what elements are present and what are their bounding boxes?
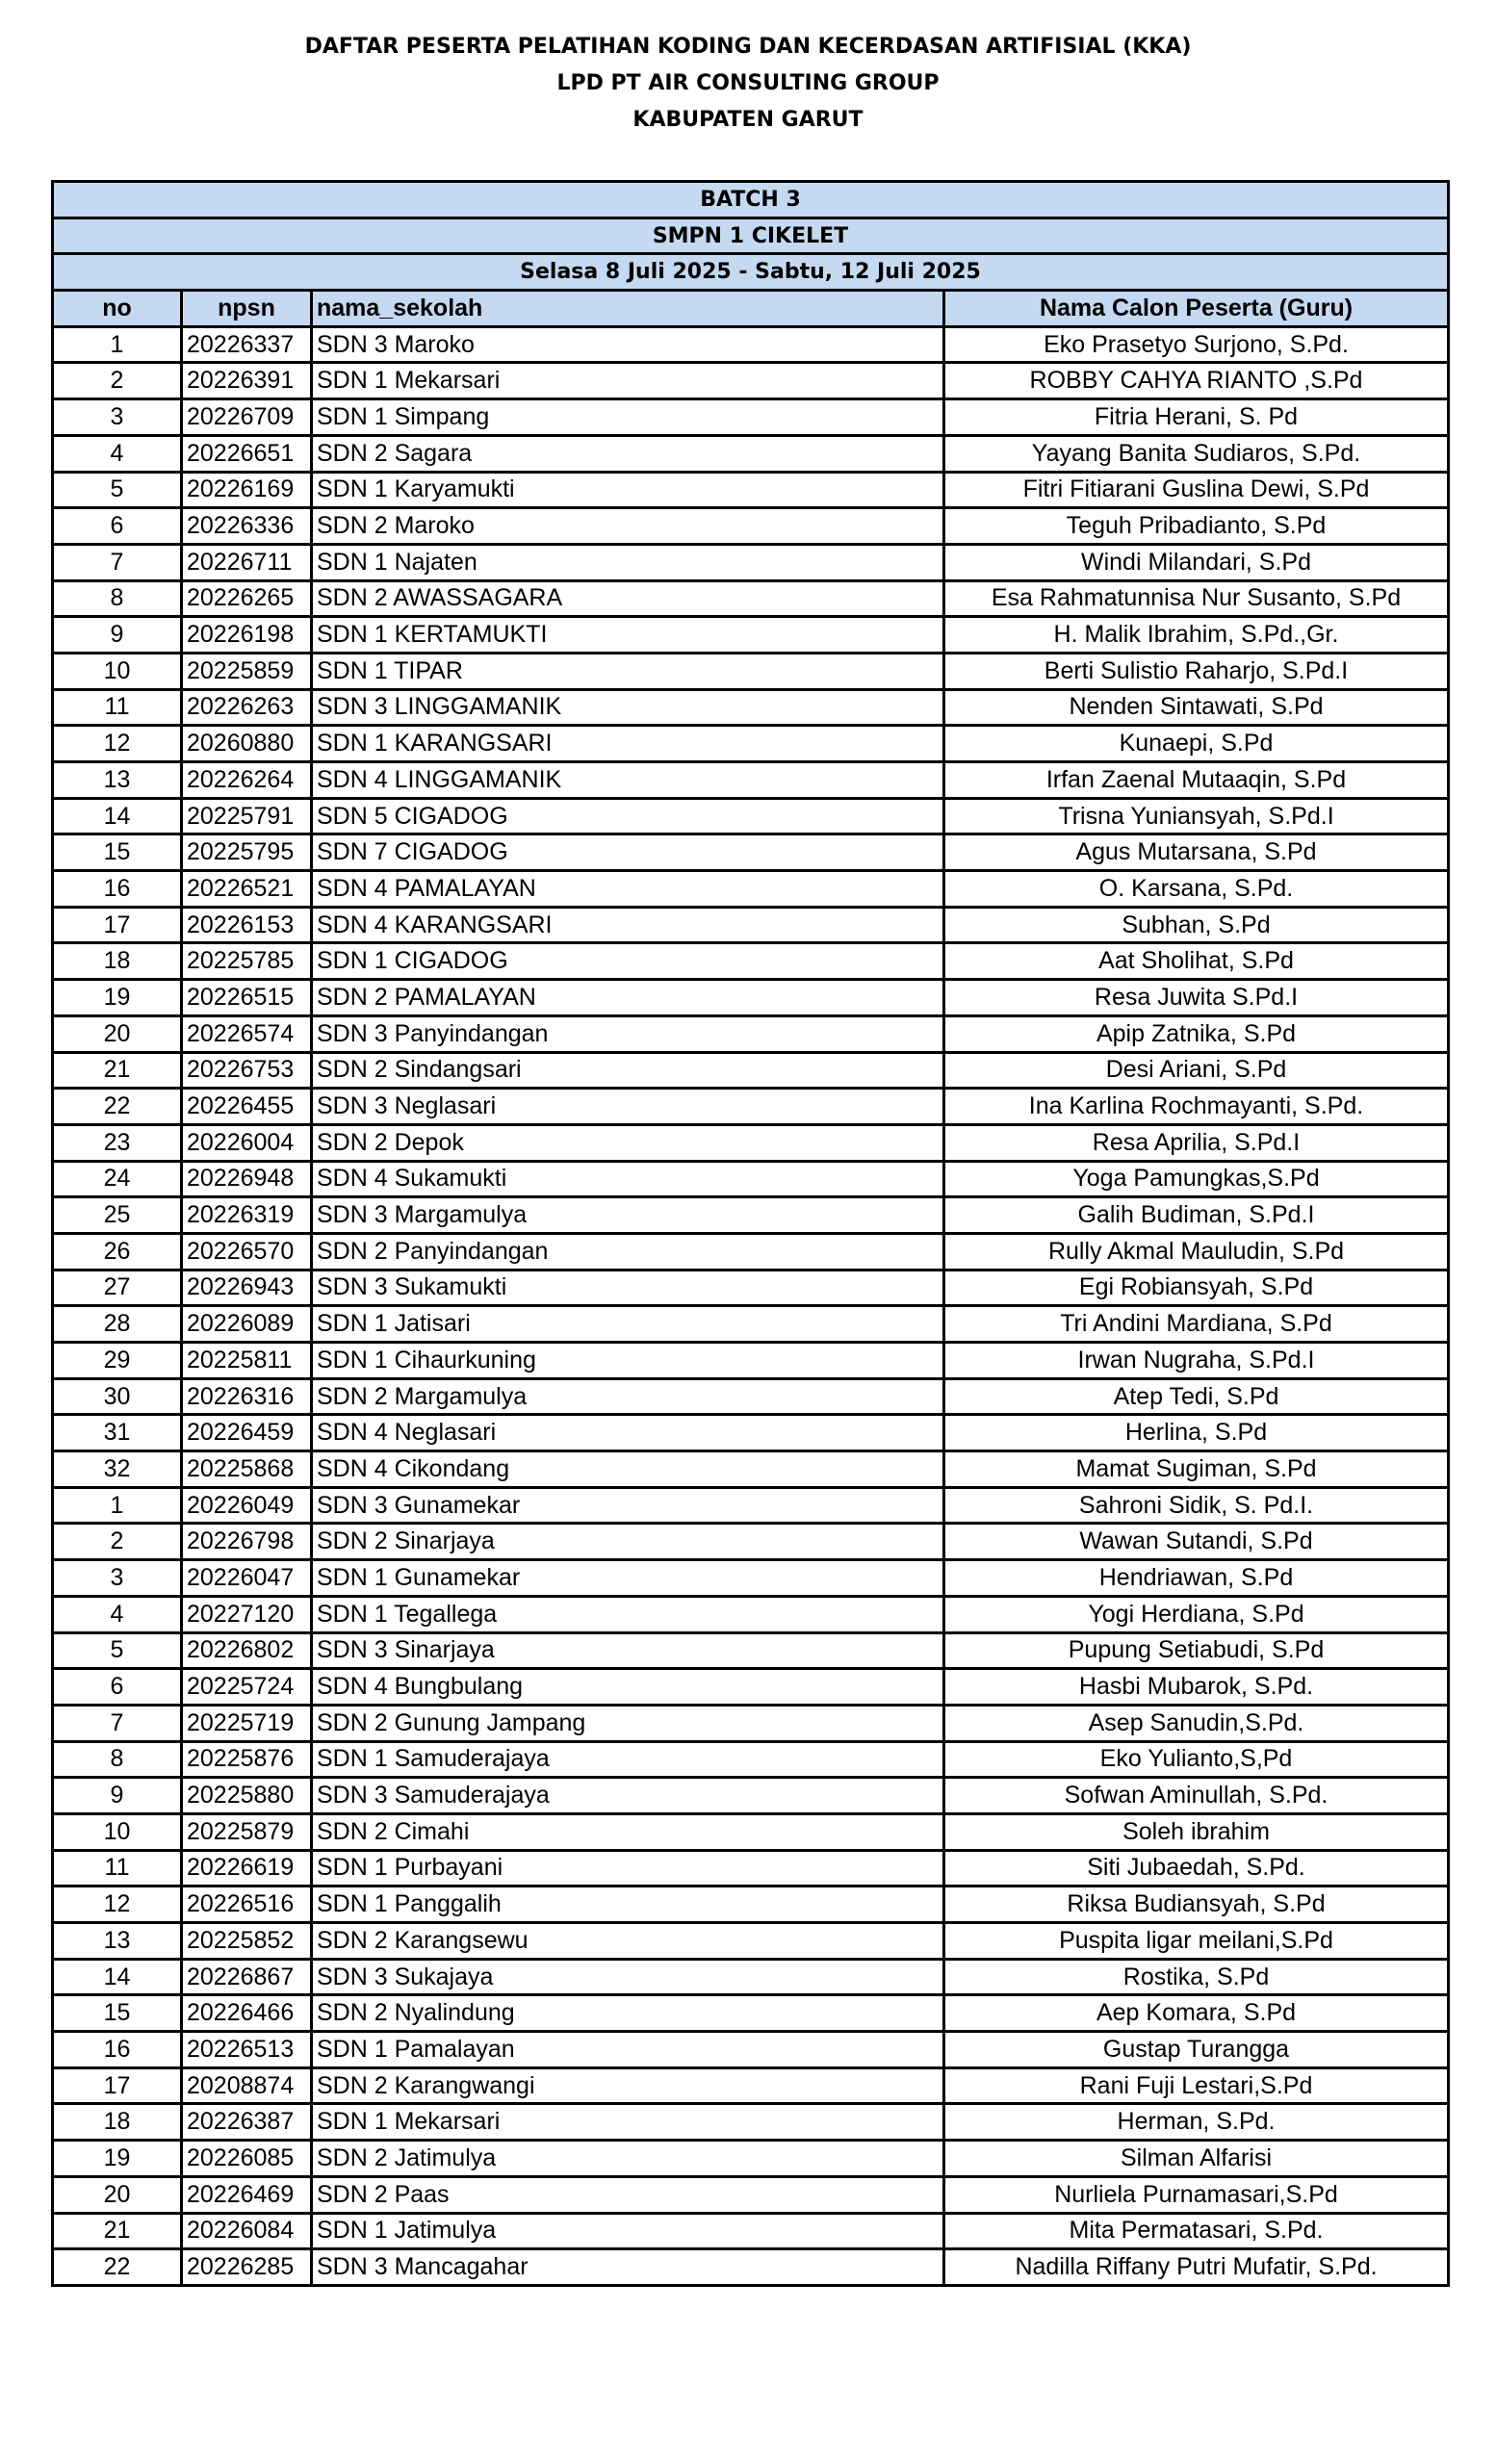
teacher-name: Windi Milandari, S.Pd [944, 544, 1449, 580]
school-npsn: 20226798 [182, 1524, 312, 1560]
teacher-name: Atep Tedi, S.Pd [944, 1378, 1449, 1415]
school-npsn: 20227120 [182, 1596, 312, 1632]
column-header-row [53, 291, 1449, 327]
date-row [53, 254, 1449, 291]
school-npsn: 20226753 [182, 1052, 312, 1089]
table-row [53, 1959, 1449, 1995]
row-number: 18 [53, 943, 182, 980]
table-row [53, 1524, 1449, 1560]
school-npsn: 20225719 [182, 1705, 312, 1741]
school-name: SDN 1 TIPAR [312, 653, 944, 689]
table-row [53, 617, 1449, 654]
school-name: SDN 1 Mekarsari [312, 363, 944, 399]
row-number: 12 [53, 1886, 182, 1923]
school-name: SDN 4 LINGGAMANIK [312, 762, 944, 799]
school-name: SDN 7 CIGADOG [312, 834, 944, 871]
row-number: 23 [53, 1124, 182, 1161]
column-header-no: no [53, 291, 182, 327]
row-number: 9 [53, 1778, 182, 1814]
row-number: 16 [53, 2032, 182, 2068]
table-row [53, 1124, 1449, 1161]
school-name: SDN 4 Bungbulang [312, 1669, 944, 1706]
school-npsn: 20226516 [182, 1886, 312, 1923]
table-row [53, 834, 1449, 871]
row-number: 18 [53, 2104, 182, 2141]
school-npsn: 20226459 [182, 1415, 312, 1451]
teacher-name: O. Karsana, S.Pd. [944, 871, 1449, 908]
document-title [0, 29, 1496, 139]
teacher-name: Puspita ligar meilani,S.Pd [944, 1923, 1449, 1960]
school-name: SDN 1 Jatisari [312, 1306, 944, 1343]
row-number: 15 [53, 834, 182, 871]
table-row [53, 1015, 1449, 1052]
table-row [53, 653, 1449, 689]
row-number: 1 [53, 326, 182, 363]
row-number: 27 [53, 1270, 182, 1306]
teacher-name: Eko Yulianto,S,Pd [944, 1741, 1449, 1778]
row-number: 2 [53, 1524, 182, 1560]
school-npsn: 20225795 [182, 834, 312, 871]
school-name: SDN 2 Sagara [312, 435, 944, 472]
school-name: SDN 1 KERTAMUKTI [312, 617, 944, 654]
school-name: SDN 2 Cimahi [312, 1813, 944, 1850]
school-npsn: 20226047 [182, 1560, 312, 1597]
table-row [53, 544, 1449, 580]
row-number: 3 [53, 399, 182, 436]
row-number: 17 [53, 2067, 182, 2104]
row-number: 21 [53, 1052, 182, 1089]
row-number: 13 [53, 1923, 182, 1960]
school-npsn: 20226169 [182, 472, 312, 508]
teacher-name: Kunaepi, S.Pd [944, 726, 1449, 762]
table-row [53, 580, 1449, 617]
teacher-name: Hasbi Mubarok, S.Pd. [944, 1669, 1449, 1706]
school-name: SDN 3 Maroko [312, 326, 944, 363]
school-name: SDN 4 Sukamukti [312, 1161, 944, 1197]
table-row [53, 798, 1449, 834]
school-npsn: 20226198 [182, 617, 312, 654]
teacher-name: Aep Komara, S.Pd [944, 1995, 1449, 2032]
school-name: SDN 1 Mekarsari [312, 2104, 944, 2141]
table-row [53, 1052, 1449, 1089]
table-row [53, 2213, 1449, 2249]
table-row [53, 2104, 1449, 2141]
table-row [53, 2141, 1449, 2177]
school-npsn: 20226466 [182, 1995, 312, 2032]
school-npsn: 20226153 [182, 907, 312, 943]
school-npsn: 20226337 [182, 326, 312, 363]
venue-label: SMPN 1 CIKELET [53, 218, 1449, 254]
table-row [53, 435, 1449, 472]
school-name: SDN 1 Najaten [312, 544, 944, 580]
teacher-name: Irwan Nugraha, S.Pd.I [944, 1343, 1449, 1379]
school-name: SDN 3 Samuderajaya [312, 1778, 944, 1814]
teacher-name: Sahroni Sidik, S. Pd.I. [944, 1487, 1449, 1524]
table-row [53, 1415, 1449, 1451]
school-npsn: 20226391 [182, 363, 312, 399]
school-npsn: 20225852 [182, 1923, 312, 1960]
table-row [53, 1632, 1449, 1669]
row-number: 17 [53, 907, 182, 943]
venue-row [53, 218, 1449, 254]
row-number: 4 [53, 435, 182, 472]
table-row [53, 1995, 1449, 2032]
table-row [53, 1886, 1449, 1923]
school-npsn: 20226521 [182, 871, 312, 908]
table-row [53, 1233, 1449, 1270]
teacher-name: Riksa Budiansyah, S.Pd [944, 1886, 1449, 1923]
row-number: 19 [53, 2141, 182, 2177]
row-number: 4 [53, 1596, 182, 1632]
participant-rows [53, 326, 1449, 2285]
school-npsn: 20225811 [182, 1343, 312, 1379]
table-row [53, 1270, 1449, 1306]
teacher-name: Sofwan Aminullah, S.Pd. [944, 1778, 1449, 1814]
school-npsn: 20226651 [182, 435, 312, 472]
table-row [53, 907, 1449, 943]
row-number: 13 [53, 762, 182, 799]
school-name: SDN 1 Cihaurkuning [312, 1343, 944, 1379]
school-name: SDN 2 Paas [312, 2176, 944, 2213]
row-number: 16 [53, 871, 182, 908]
teacher-name: Soleh ibrahim [944, 1813, 1449, 1850]
teacher-name: Trisna Yuniansyah, S.Pd.I [944, 798, 1449, 834]
school-npsn: 20226570 [182, 1233, 312, 1270]
teacher-name: Ina Karlina Rochmayanti, S.Pd. [944, 1089, 1449, 1125]
teacher-name: Yayang Banita Sudiaros, S.Pd. [944, 435, 1449, 472]
teacher-name: Herlina, S.Pd [944, 1415, 1449, 1451]
teacher-name: Herman, S.Pd. [944, 2104, 1449, 2141]
school-npsn: 20226316 [182, 1378, 312, 1415]
row-number: 8 [53, 580, 182, 617]
teacher-name: Pupung Setiabudi, S.Pd [944, 1632, 1449, 1669]
school-npsn: 20225876 [182, 1741, 312, 1778]
teacher-name: Fitri Fitiarani Guslina Dewi, S.Pd [944, 472, 1449, 508]
school-npsn: 20225785 [182, 943, 312, 980]
table-row [53, 1451, 1449, 1488]
teacher-name: Berti Sulistio Raharjo, S.Pd.I [944, 653, 1449, 689]
school-name: SDN 3 Sukajaya [312, 1959, 944, 1995]
teacher-name: Desi Ariani, S.Pd [944, 1052, 1449, 1089]
school-name: SDN 3 Neglasari [312, 1089, 944, 1125]
school-name: SDN 1 Pamalayan [312, 2032, 944, 2068]
table-row [53, 1306, 1449, 1343]
row-number: 1 [53, 1487, 182, 1524]
table-row [53, 2176, 1449, 2213]
school-name: SDN 2 Maroko [312, 508, 944, 545]
row-number: 19 [53, 980, 182, 1016]
row-number: 12 [53, 726, 182, 762]
school-npsn: 20226264 [182, 762, 312, 799]
table-row [53, 943, 1449, 980]
batch-row [53, 182, 1449, 218]
teacher-name: Galih Budiman, S.Pd.I [944, 1197, 1449, 1234]
row-number: 10 [53, 1813, 182, 1850]
teacher-name: Resa Juwita S.Pd.I [944, 980, 1449, 1016]
school-name: SDN 1 Simpang [312, 399, 944, 436]
table-row [53, 871, 1449, 908]
school-name: SDN 2 Sinarjaya [312, 1524, 944, 1560]
row-number: 14 [53, 798, 182, 834]
school-npsn: 20226265 [182, 580, 312, 617]
table-row [53, 689, 1449, 726]
school-name: SDN 4 Neglasari [312, 1415, 944, 1451]
school-npsn: 20226513 [182, 2032, 312, 2068]
school-npsn: 20226867 [182, 1959, 312, 1995]
school-name: SDN 2 Depok [312, 1124, 944, 1161]
school-npsn: 20225879 [182, 1813, 312, 1850]
table-row [53, 399, 1449, 436]
row-number: 25 [53, 1197, 182, 1234]
school-name: SDN 3 Sukamukti [312, 1270, 944, 1306]
school-name: SDN 2 Panyindangan [312, 1233, 944, 1270]
table-row [53, 472, 1449, 508]
school-npsn: 20225724 [182, 1669, 312, 1706]
teacher-name: Fitria Herani, S. Pd [944, 399, 1449, 436]
school-name: SDN 2 AWASSAGARA [312, 580, 944, 617]
school-npsn: 20226619 [182, 1850, 312, 1886]
school-npsn: 20226948 [182, 1161, 312, 1197]
table-row [53, 1741, 1449, 1778]
column-header-npsn: npsn [182, 291, 312, 327]
row-number: 7 [53, 544, 182, 580]
table-row [53, 1596, 1449, 1632]
table-row [53, 1089, 1449, 1125]
school-name: SDN 2 Karangsewu [312, 1923, 944, 1960]
teacher-name: Asep Sanudin,S.Pd. [944, 1705, 1449, 1741]
row-number: 28 [53, 1306, 182, 1343]
teacher-name: Rani Fuji Lestari,S.Pd [944, 2067, 1449, 2104]
table-row [53, 980, 1449, 1016]
row-number: 29 [53, 1343, 182, 1379]
row-number: 10 [53, 653, 182, 689]
teacher-name: Resa Aprilia, S.Pd.I [944, 1124, 1449, 1161]
row-number: 26 [53, 1233, 182, 1270]
school-name: SDN 3 LINGGAMANIK [312, 689, 944, 726]
teacher-name: Agus Mutarsana, S.Pd [944, 834, 1449, 871]
school-npsn: 20226469 [182, 2176, 312, 2213]
school-npsn: 20226574 [182, 1015, 312, 1052]
school-name: SDN 2 PAMALAYAN [312, 980, 944, 1016]
school-name: SDN 3 Sinarjaya [312, 1632, 944, 1669]
row-number: 9 [53, 617, 182, 654]
teacher-name: Silman Alfarisi [944, 2141, 1449, 2177]
school-name: SDN 2 Nyalindung [312, 1995, 944, 2032]
title-line-organizer: LPD PT AIR CONSULTING GROUP [556, 71, 940, 95]
row-number: 8 [53, 1741, 182, 1778]
school-name: SDN 3 Gunamekar [312, 1487, 944, 1524]
table-row [53, 1378, 1449, 1415]
teacher-name: Yoga Pamungkas,S.Pd [944, 1161, 1449, 1197]
school-npsn: 20225859 [182, 653, 312, 689]
school-npsn: 20225791 [182, 798, 312, 834]
school-npsn: 20225880 [182, 1778, 312, 1814]
school-name: SDN 5 CIGADOG [312, 798, 944, 834]
school-name: SDN 1 Gunamekar [312, 1560, 944, 1597]
row-number: 24 [53, 1161, 182, 1197]
teacher-name: Irfan Zaenal Mutaaqin, S.Pd [944, 762, 1449, 799]
school-name: SDN 3 Panyindangan [312, 1015, 944, 1052]
teacher-name: Nadilla Riffany Putri Mufatir, S.Pd. [944, 2249, 1449, 2286]
school-npsn: 20226455 [182, 1089, 312, 1125]
school-name: SDN 1 Tegallega [312, 1596, 944, 1632]
school-name: SDN 1 Jatimulya [312, 2213, 944, 2249]
column-header-nama-sekolah: nama_sekolah [312, 291, 944, 327]
school-npsn: 20226285 [182, 2249, 312, 2286]
teacher-name: Rostika, S.Pd [944, 1959, 1449, 1995]
school-name: SDN 2 Margamulya [312, 1378, 944, 1415]
row-number: 11 [53, 689, 182, 726]
school-npsn: 20226089 [182, 1306, 312, 1343]
teacher-name: Gustap Turangga [944, 2032, 1449, 2068]
school-npsn: 20226515 [182, 980, 312, 1016]
row-number: 21 [53, 2213, 182, 2249]
school-npsn: 20226084 [182, 2213, 312, 2249]
table-row [53, 1813, 1449, 1850]
table-row [53, 1778, 1449, 1814]
teacher-name: Nurliela Purnamasari,S.Pd [944, 2176, 1449, 2213]
teacher-name: Apip Zatnika, S.Pd [944, 1015, 1449, 1052]
table-row [53, 1161, 1449, 1197]
school-name: SDN 4 PAMALAYAN [312, 871, 944, 908]
teacher-name: Tri Andini Mardiana, S.Pd [944, 1306, 1449, 1343]
school-npsn: 20226387 [182, 2104, 312, 2141]
school-name: SDN 1 Karyamukti [312, 472, 944, 508]
school-npsn: 20225868 [182, 1451, 312, 1488]
school-name: SDN 2 Karangwangi [312, 2067, 944, 2104]
row-number: 30 [53, 1378, 182, 1415]
school-npsn: 20226049 [182, 1487, 312, 1524]
school-npsn: 20226336 [182, 508, 312, 545]
school-npsn: 20226263 [182, 689, 312, 726]
row-number: 3 [53, 1560, 182, 1597]
teacher-name: H. Malik Ibrahim, S.Pd.,Gr. [944, 617, 1449, 654]
table-row [53, 363, 1449, 399]
school-name: SDN 2 Gunung Jampang [312, 1705, 944, 1741]
table-row [53, 2032, 1449, 2068]
teacher-name: Wawan Sutandi, S.Pd [944, 1524, 1449, 1560]
teacher-name: Mita Permatasari, S.Pd. [944, 2213, 1449, 2249]
school-name: SDN 3 Margamulya [312, 1197, 944, 1234]
batch-label: BATCH 3 [53, 182, 1449, 218]
table-row [53, 726, 1449, 762]
table-row [53, 1343, 1449, 1379]
table-row [53, 2067, 1449, 2104]
school-npsn: 20226802 [182, 1632, 312, 1669]
school-name: SDN 1 Panggalih [312, 1886, 944, 1923]
participant-table [51, 180, 1450, 2287]
table-row [53, 1923, 1449, 1960]
school-name: SDN 1 CIGADOG [312, 943, 944, 980]
row-number: 31 [53, 1415, 182, 1451]
teacher-name: Esa Rahmatunnisa Nur Susanto, S.Pd [944, 580, 1449, 617]
teacher-name: Egi Robiansyah, S.Pd [944, 1270, 1449, 1306]
teacher-name: Aat Sholihat, S.Pd [944, 943, 1449, 980]
table-row [53, 1850, 1449, 1886]
teacher-name: Yogi Herdiana, S.Pd [944, 1596, 1449, 1632]
school-npsn: 20226943 [182, 1270, 312, 1306]
row-number: 11 [53, 1850, 182, 1886]
school-name: SDN 3 Mancagahar [312, 2249, 944, 2286]
school-name: SDN 1 KARANGSARI [312, 726, 944, 762]
school-name: SDN 2 Jatimulya [312, 2141, 944, 2177]
table-row [53, 1669, 1449, 1706]
row-number: 14 [53, 1959, 182, 1995]
school-npsn: 20260880 [182, 726, 312, 762]
school-npsn: 20208874 [182, 2067, 312, 2104]
row-number: 32 [53, 1451, 182, 1488]
teacher-name: ROBBY CAHYA RIANTO ,S.Pd [944, 363, 1449, 399]
teacher-name: Teguh Pribadianto, S.Pd [944, 508, 1449, 545]
row-number: 6 [53, 1669, 182, 1706]
column-header-nama-peserta: Nama Calon Peserta (Guru) [944, 291, 1449, 327]
title-line-region: KABUPATEN GARUT [632, 108, 864, 132]
row-number: 2 [53, 363, 182, 399]
table-row [53, 2249, 1449, 2286]
school-npsn: 20226319 [182, 1197, 312, 1234]
school-name: SDN 2 Sindangsari [312, 1052, 944, 1089]
teacher-name: Subhan, S.Pd [944, 907, 1449, 943]
school-npsn: 20226004 [182, 1124, 312, 1161]
teacher-name: Eko Prasetyo Surjono, S.Pd. [944, 326, 1449, 363]
school-npsn: 20226711 [182, 544, 312, 580]
row-number: 22 [53, 1089, 182, 1125]
table-row [53, 762, 1449, 799]
table-row [53, 508, 1449, 545]
school-name: SDN 4 KARANGSARI [312, 907, 944, 943]
table-row [53, 1197, 1449, 1234]
row-number: 15 [53, 1995, 182, 2032]
row-number: 20 [53, 1015, 182, 1052]
table-row [53, 1560, 1449, 1597]
school-npsn: 20226085 [182, 2141, 312, 2177]
teacher-name: Rully Akmal Mauludin, S.Pd [944, 1233, 1449, 1270]
school-npsn: 20226709 [182, 399, 312, 436]
row-number: 22 [53, 2249, 182, 2286]
teacher-name: Siti Jubaedah, S.Pd. [944, 1850, 1449, 1886]
table-row [53, 1705, 1449, 1741]
table-row [53, 1487, 1449, 1524]
teacher-name: Nenden Sintawati, S.Pd [944, 689, 1449, 726]
teacher-name: Mamat Sugiman, S.Pd [944, 1451, 1449, 1488]
teacher-name: Hendriawan, S.Pd [944, 1560, 1449, 1597]
row-number: 7 [53, 1705, 182, 1741]
date-range-label: Selasa 8 Juli 2025 - Sabtu, 12 Juli 2025 [53, 254, 1449, 291]
title-line-program: DAFTAR PESERTA PELATIHAN KODING DAN KECERDASAN ARTIFISIAL (KKA) [304, 35, 1192, 59]
table-row [53, 326, 1449, 363]
school-name: SDN 1 Purbayani [312, 1850, 944, 1886]
row-number: 5 [53, 472, 182, 508]
school-name: SDN 4 Cikondang [312, 1451, 944, 1488]
row-number: 6 [53, 508, 182, 545]
row-number: 5 [53, 1632, 182, 1669]
school-name: SDN 1 Samuderajaya [312, 1741, 944, 1778]
row-number: 20 [53, 2176, 182, 2213]
